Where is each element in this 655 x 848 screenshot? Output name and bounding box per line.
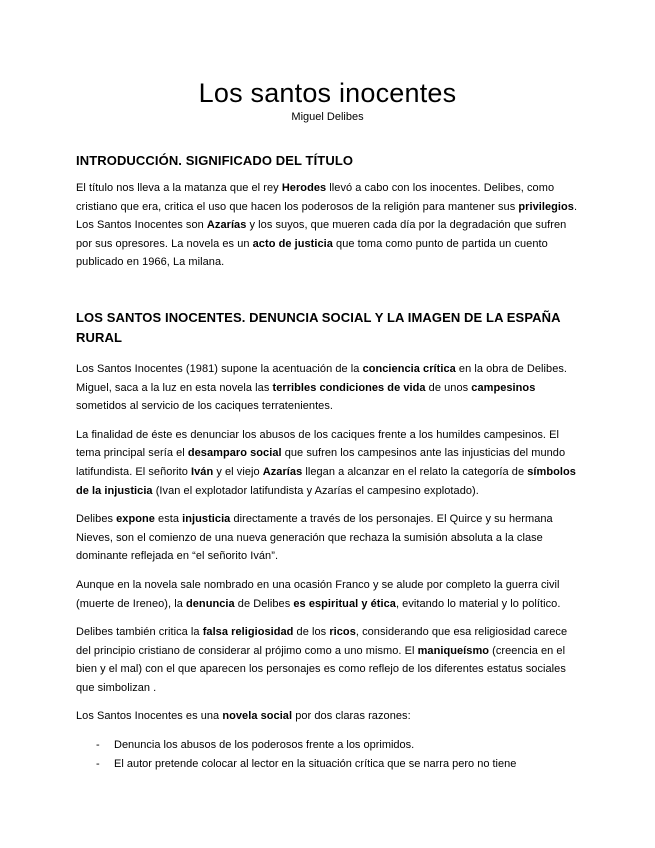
emphasis-text: Azarías <box>206 219 247 232</box>
body-text: (Ivan el explotador latifundista y Azarías el campesino explotado). <box>152 484 479 497</box>
body-text: de unos <box>425 381 472 394</box>
emphasis-text: novela social <box>222 710 293 723</box>
emphasis-text: símbolos de la injusticia <box>76 465 576 497</box>
section-paragraph-6 <box>76 707 579 726</box>
body-text: La finalidad de éste es denunciar los abusos de los caciques frente a los humildes campesinos. El tema principal sería el <box>76 428 560 460</box>
body-text: Delibes también critica la <box>76 626 203 639</box>
body-text: esta <box>154 513 183 526</box>
body-text: . Los Santos Inocentes son <box>76 200 578 232</box>
body-text: y el viejo <box>213 465 263 478</box>
emphasis-text: ricos <box>329 626 356 639</box>
bullet-dash: - <box>96 757 100 770</box>
emphasis-text: maniqueísmo <box>417 644 490 657</box>
body-text: Delibes <box>76 513 117 526</box>
emphasis-text: es espiritual y ética <box>293 597 396 610</box>
emphasis-text: injusticia <box>182 513 231 526</box>
reasons-list <box>76 736 579 773</box>
emphasis-text: Azarías <box>262 465 303 478</box>
body-text: , evitando lo material y lo político. <box>395 597 561 610</box>
section-paragraph-5 <box>76 623 579 697</box>
emphasis-text: Iván <box>191 465 214 478</box>
body-text: de los <box>293 626 330 639</box>
document-author: Miguel Delibes <box>291 111 364 123</box>
body-text: que sufren los campesinos ante las injusticias del mundo latifundista. El señorito <box>76 447 566 478</box>
bullet-dash: - <box>96 739 100 752</box>
section-heading: LOS SANTOS INOCENTES. DENUNCIA SOCIAL Y LA IMAGEN DE LA ESPAÑA RURAL <box>76 309 561 345</box>
intro-paragraph <box>76 179 579 272</box>
body-text: (creencia en el bien y el mal) con el que aparecen los personajes es como reflejo de los diferentes estatus sociales que simbolizan . <box>76 644 566 694</box>
section-paragraph-1 <box>76 360 579 416</box>
body-text: y los suyos, que mueren cada día por la degradación que sufren por sus opresores. La novela es un <box>76 219 567 250</box>
list-item <box>76 755 579 774</box>
emphasis-text: privilegios <box>518 200 574 213</box>
body-text: , considerando que esa religiosidad carece del principio cristiano de considerar al prójimo como a uno mismo. El <box>76 626 568 657</box>
emphasis-text: campesinos <box>471 381 536 394</box>
emphasis-text: expone <box>116 513 155 526</box>
emphasis-text: denuncia <box>185 597 235 610</box>
section-paragraph-2 <box>76 426 579 500</box>
emphasis-text: conciencia crítica <box>362 362 456 375</box>
body-text: Los Santos Inocentes (1981) supone la acentuación de la <box>76 362 363 375</box>
emphasis-text: desamparo social <box>187 447 282 460</box>
intro-heading: INTRODUCCIÓN. SIGNIFICADO DEL TÍTULO <box>76 153 354 168</box>
list-item-text: Denuncia los abusos de los poderosos frente a los oprimidos. <box>114 739 415 752</box>
body-text: Aunque en la novela sale nombrado en una ocasión Franco y se alude por completo la guerra civil (muerte de Ireneo), la <box>76 578 560 610</box>
list-item-text: El autor pretende colocar al lector en la situación crítica que se narra pero no tiene <box>114 757 517 770</box>
body-text: llevó a cabo con los inocentes. Delibes, como cristiano que era, critica el uso que hacen los poderosos de la religión para mantener sus <box>76 182 555 213</box>
body-text: sometidos al servicio de los caciques terratenientes. <box>76 400 333 413</box>
body-text: llegan a alcanzar en el relato la categoría de <box>302 465 528 478</box>
body-text: por dos claras razones: <box>292 710 411 723</box>
emphasis-text: Herodes <box>281 182 327 194</box>
emphasis-text: falsa religiosidad <box>202 626 294 639</box>
body-text: directamente a través de los personajes. El Quirce y su hermana Nieves, son el comienzo de una nueva generación que rechaza la sumisión absoluta a la clase dominante reflejada en “el señorito Iván”. <box>76 513 553 563</box>
emphasis-text: acto de justicia <box>252 237 333 250</box>
body-text: de Delibes <box>234 597 294 610</box>
section-paragraph-3 <box>76 510 579 566</box>
body-text: El título nos lleva a la matanza que el rey <box>76 182 282 194</box>
body-text: que toma como punto de partida un cuento publicado en 1966, La milana. <box>76 237 548 269</box>
body-text: en la obra de Delibes. Miguel, saca a la luz en esta novela las <box>76 362 568 394</box>
emphasis-text: terribles condiciones de vida <box>272 381 426 394</box>
list-item <box>76 736 579 755</box>
section-paragraph-4 <box>76 576 579 613</box>
body-text: Los Santos Inocentes es una <box>76 710 223 723</box>
document-title: Los santos inocentes <box>198 78 457 108</box>
